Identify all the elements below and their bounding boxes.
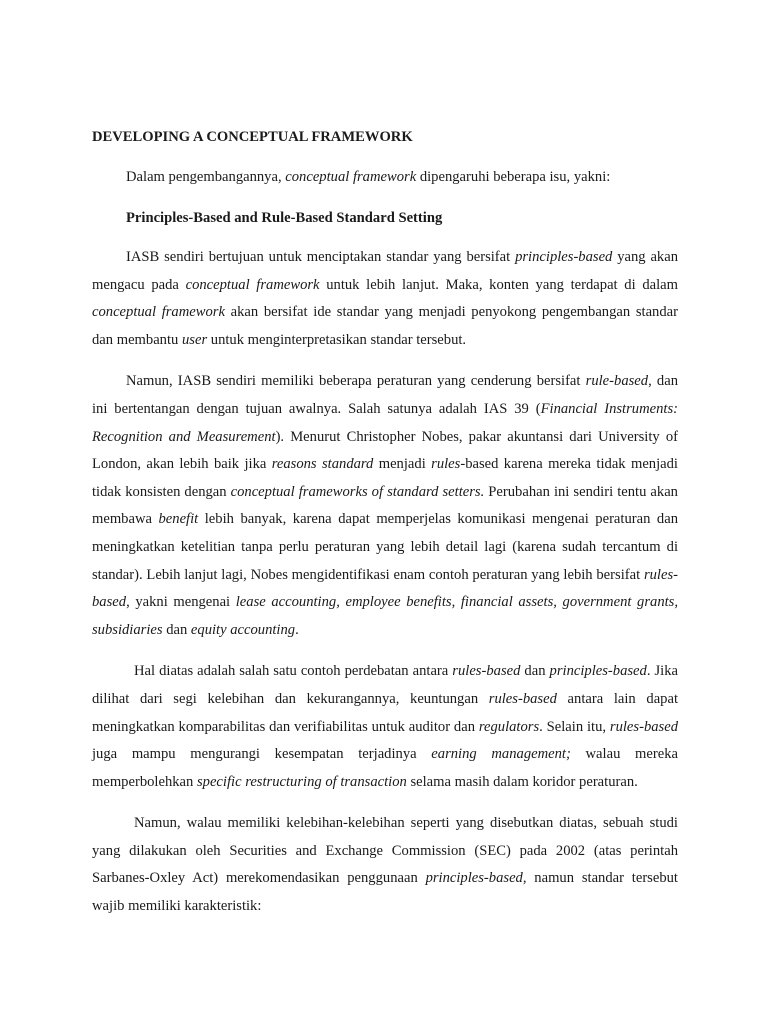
p2-text-2: , dan ini bertentangan dengan tujuan awalnya. Salah satunya adalah IAS 39 ( [92,373,678,417]
p1-text-1: IASB sendiri bertujuan untuk menciptakan standar yang bersifat [126,249,516,265]
p2-text-6: Perubahan ini sendiri tentu akan membawa [92,483,678,528]
intro-paragraph [92,164,678,191]
document-page [92,124,678,935]
p3-text-1: Hal diatas adalah salah satu contoh perdebatan antara [134,663,453,680]
p2-italic-6: benefit [158,511,199,528]
p2-italic-4: rules [431,456,461,473]
p3-text-3: . Jika dilihat dari segi kelebihan dan kekurangannya, keuntungan [92,663,679,707]
p4-text-2: , namun standar tersebut wajib memiliki karakteristik: [92,870,678,915]
p3-text-2: dan [520,663,550,680]
p3-text-4: antara lain dapat meningkatkan komparabilitas dan verifiabilitas untuk auditor dan [92,690,678,735]
paragraph-2 [92,368,678,644]
p3-italic-3: rules-based [488,690,557,707]
p3-italic-4: regulators [478,718,540,735]
p1-text-5: untuk menginterpretasikan standar tersebut. [207,331,467,348]
page-title: DEVELOPING A CONCEPTUAL FRAMEWORK [92,129,413,145]
p3-italic-1: rules-based [452,663,521,680]
p2-italic-2: Financial Instruments: Recognition and Measurement [92,400,678,445]
p2-italic-7: rules-based [92,566,678,611]
paragraph-4 [92,810,678,920]
p1-text-3: untuk lebih lanjut. Maka, konten yang terdapat di dalam [319,276,678,293]
p3-italic-6: earning management; [431,746,571,763]
p1-text-2: yang akan mengacu pada [92,249,679,293]
p2-text-8: , yakni mengenai [126,594,236,611]
section-subheading: Principles-Based and Rule-Based Standard Setting [126,210,443,226]
p2-italic-9: equity accounting [190,621,296,638]
p1-italic-3: conceptual framework [92,304,225,321]
paragraph-3 [92,658,678,796]
intro-text-2: dipengaruhi beberapa isu, yakni: [416,169,611,185]
paragraph-1 [92,244,678,354]
p4-text-1: Namun, walau memiliki kelebihan-kelebihan seperti yang disebutkan diatas, sebuah studi yang dilakukan oleh Securities and Exchange Commission (SEC) pada 2002 (atas perintah Sarbanes-Oxley Act) merekomendasikan penggunaan [92,815,678,887]
p3-italic-2: principles-based [549,663,647,680]
intro-text-1: Dalam pengembangannya, [126,169,286,185]
p2-text-5: -based karena mereka tidak menjadi tidak konsisten dengan [92,456,678,500]
intro-italic-1: conceptual framework [285,169,417,185]
p3-text-6: juga mampu mengurangi kesempatan terjadinya [92,746,432,763]
p1-italic-4: user [181,331,208,348]
p3-italic-7: specific restructuring of transaction [196,773,407,790]
p2-italic-3: reasons standard [271,456,374,473]
p2-text-3: ). Menurut Christopher Nobes, pakar akuntansi dari University of London, akan lebih baik jika [92,428,678,473]
p2-italic-8: lease accounting, employee benefits, financial assets, government grants, subsidiaries [92,594,678,638]
p1-text-4: akan bersifat ide standar yang menjadi penyokong pengembangan standar dan membantu [92,304,678,348]
p1-italic-2: conceptual framework [185,276,320,293]
p3-italic-5: rules-based [609,718,678,735]
p3-text-8: selama masih dalam koridor peraturan. [406,773,638,790]
p2-text-9: dan [162,621,191,638]
p2-text-4: menjadi [373,456,432,473]
p2-text-1: Namun, IASB sendiri memiliki beberapa peraturan yang cenderung bersifat [126,373,586,390]
p3-text-7: walau mereka memperbolehkan [92,746,678,790]
p3-text-5: . Selain itu, [539,718,610,735]
p1-italic-1: principles-based [515,249,613,265]
p2-text-10: . [295,621,299,638]
p2-italic-1: rule-based [585,373,649,390]
p2-text-7: lebih banyak, karena dapat memperjelas komunikasi mengenai peraturan dan meningkatkan ketelitian tanpa perlu peraturan yang lebih detail lagi (karena sudah tercantum di standar). Lebih lanjut lagi, Nobes mengidentifikasi enam contoh peraturan yang lebih bersifat [92,511,678,583]
p4-italic-1: principles-based [425,870,523,887]
p2-italic-5: conceptual frameworks of standard setters. [230,483,485,500]
